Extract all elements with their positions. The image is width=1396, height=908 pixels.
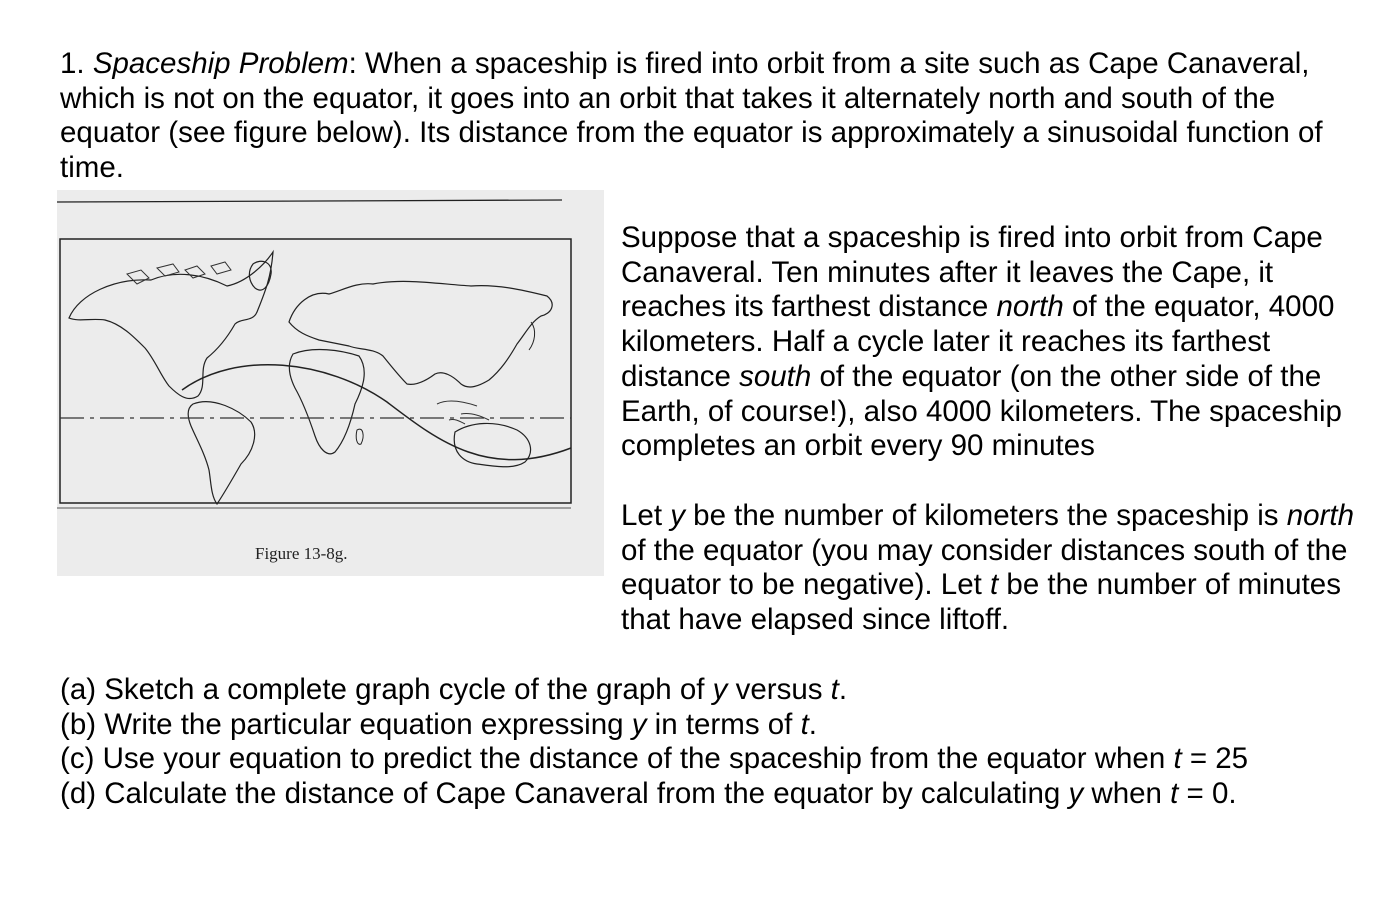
variable-t: t [990, 568, 999, 602]
problem-intro-text: : When a spaceship is fired into orbit from a site such as Cape Canaveral, which is not on the equator, it goes into an orbit that takes it alternately north and south of the equator (see figure below). Its distance from the equator is approximately a sinusoidal function of time. [60, 47, 1323, 184]
text-run: = 0. [1178, 776, 1237, 810]
text-run: be the number of minutes that have elapsed since liftoff. [621, 568, 1341, 637]
text-run: versus [727, 673, 831, 706]
problem-number: 1. [60, 47, 85, 80]
variable-y: y [712, 673, 728, 706]
problem-title: Spaceship Problem [92, 47, 349, 80]
emphasis-north: north [996, 290, 1064, 324]
variable-t: t [1173, 742, 1182, 775]
definitions-paragraph [621, 499, 1361, 638]
emphasis-south: south [739, 359, 812, 393]
variable-y: y [670, 499, 685, 532]
text-run: Suppose that a spaceship is fired into orbit from Cape Canaveral. Ten minutes after it leaves the Cape, it reaches its farthest distance [621, 221, 1323, 324]
text-run: . [808, 707, 817, 741]
variable-y: y [631, 707, 647, 741]
emphasis-north: north [1286, 499, 1355, 532]
question-list [60, 673, 1360, 811]
text-run: Let [621, 499, 671, 532]
question-b [60, 708, 1360, 743]
variable-t: t [830, 673, 839, 706]
text-run: (a) Sketch a complete graph cycle of the graph of [60, 673, 713, 706]
question-a [60, 673, 1360, 708]
text-run: of the equator (you may consider distances south of the equator to be negative). Let [621, 533, 1348, 602]
text-run: . [838, 673, 848, 706]
world-map-figure [57, 190, 604, 576]
variable-t: t [800, 707, 809, 741]
text-run: of the equator, 4000 kilometers. Half a cycle later it reaches its farthest distance [621, 290, 1335, 393]
variable-y: y [1068, 776, 1084, 810]
text-run: (b) Write the particular equation expressing [60, 707, 632, 741]
text-run: = 25 [1181, 742, 1249, 775]
problem-intro [60, 47, 1360, 185]
text-run: in terms of [646, 707, 801, 741]
world-map-illustration [57, 190, 604, 576]
text-run: (d) Calculate the distance of Cape Canaveral from the equator by calculating [60, 776, 1069, 810]
text-run: be the number of kilometers the spaceship is [684, 499, 1287, 532]
text-run: of the equator (on the other side of the Earth, of course!), also 4000 kilometers. The spaceship completes an orbit every 90 minutes [621, 359, 1342, 463]
scenario-paragraph [621, 221, 1361, 464]
text-run: when [1083, 776, 1171, 810]
figure-caption: Figure 13-8g. [255, 544, 348, 563]
question-c [60, 742, 1360, 777]
text-run: (c) Use your equation to predict the distance of the spaceship from the equator when [60, 742, 1174, 775]
question-d [60, 777, 1360, 812]
variable-t: t [1170, 776, 1179, 810]
